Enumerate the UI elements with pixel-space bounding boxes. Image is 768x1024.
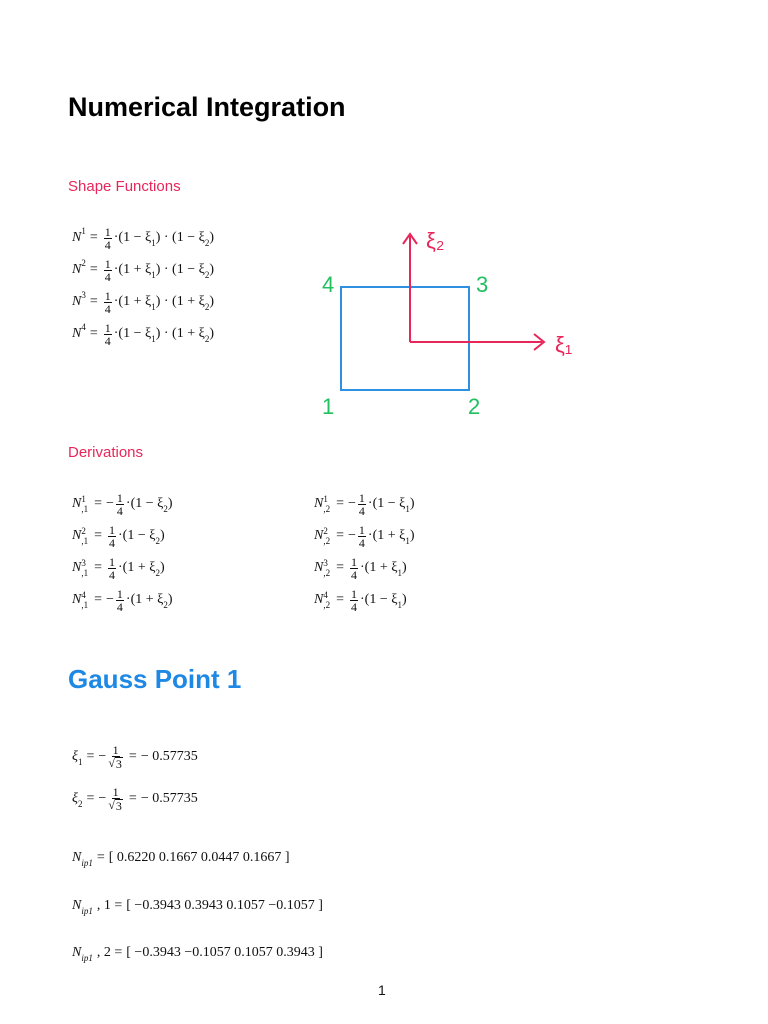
subscript: ,2 xyxy=(323,568,331,578)
fraction-denominator: 4 xyxy=(109,567,115,582)
factor: ) · (1 − ξ xyxy=(155,262,205,277)
derivation-row xyxy=(72,488,173,520)
superscript-subscript xyxy=(323,494,330,514)
shape-function-row xyxy=(72,222,214,254)
fraction-numerator: 1 xyxy=(109,522,115,537)
subscript: 1 xyxy=(397,600,402,610)
factor: (1 − ξ xyxy=(118,230,152,245)
fraction-quarter xyxy=(358,524,366,549)
factor: ) xyxy=(159,528,165,543)
superscript: 3 xyxy=(81,290,86,300)
equals-sign: = xyxy=(94,528,102,543)
section-heading-shape-functions: Shape Functions xyxy=(68,178,181,195)
derivation-row xyxy=(314,520,415,552)
shape-function-symbol: N xyxy=(72,294,82,309)
subscript: 2 xyxy=(204,270,210,280)
equals-sign: = xyxy=(94,592,102,607)
dot: · xyxy=(118,528,123,543)
derivation-row xyxy=(314,552,415,584)
factor: (1 + ξ xyxy=(118,294,152,309)
node-2-label: 2 xyxy=(468,394,481,419)
dot: · xyxy=(360,592,365,607)
equals-sign: = xyxy=(89,230,98,245)
dot: · xyxy=(113,326,119,341)
fraction-numerator: 1 xyxy=(104,224,111,239)
factor: ) xyxy=(209,230,215,245)
derivations-right xyxy=(314,488,415,616)
xi1-label: ξ₁ xyxy=(555,332,573,357)
fraction-quarter xyxy=(104,226,112,251)
fraction-quarter xyxy=(104,322,112,347)
dot: · xyxy=(367,528,373,543)
factor: ) xyxy=(409,528,415,543)
subscript: ,1 xyxy=(81,504,89,514)
derivative-symbol: N xyxy=(72,496,82,511)
derivative-symbol: N xyxy=(314,496,324,511)
superscript: 2 xyxy=(81,258,86,268)
n-ip1-deriv2-equation: N ip1 , 2 = [ −0.3943 −0.1057 0.1057 0.3943 ] xyxy=(72,945,323,963)
subscript: 1 xyxy=(151,238,156,248)
equals-sign: = xyxy=(94,560,102,575)
dot: · xyxy=(125,592,131,607)
factor: (1 − ξ xyxy=(122,528,156,543)
element-diagram xyxy=(300,220,600,430)
derivative-symbol: N xyxy=(314,592,324,607)
subscript: ,2 xyxy=(323,600,331,610)
fraction-denominator: 4 xyxy=(104,237,111,252)
derivation-row xyxy=(72,584,173,616)
subscript: 2 xyxy=(204,334,210,344)
fraction-quarter xyxy=(108,556,116,581)
shape-function-symbol: N xyxy=(72,262,82,277)
shape-function-row xyxy=(72,254,214,286)
subscript: 1 xyxy=(151,270,156,280)
subscript: 2 xyxy=(163,600,168,610)
shape-function-row xyxy=(72,318,214,350)
fraction-denominator: 4 xyxy=(358,503,365,518)
fraction-quarter xyxy=(358,492,366,517)
fraction-quarter xyxy=(104,290,112,315)
fraction-denominator: 4 xyxy=(116,503,123,518)
factor: ) xyxy=(401,592,407,607)
superscript: 1 xyxy=(323,494,328,504)
factor: ) xyxy=(401,560,407,575)
superscript: 1 xyxy=(81,494,86,504)
superscript-subscript xyxy=(81,526,88,546)
equals-sign: = xyxy=(336,496,344,511)
factor: (1 + ξ xyxy=(122,560,156,575)
superscript: 4 xyxy=(323,590,328,600)
superscript-subscript xyxy=(323,558,330,578)
factor: ) · (1 − ξ xyxy=(155,230,205,245)
superscript-subscript xyxy=(323,590,330,610)
superscript: 3 xyxy=(323,558,328,568)
fraction-denominator: 4 xyxy=(104,269,111,284)
superscript: 4 xyxy=(81,322,86,332)
factor: (1 + ξ xyxy=(118,262,152,277)
equals-sign: = xyxy=(94,496,102,511)
superscript: 2 xyxy=(323,526,328,536)
fraction-denominator: 4 xyxy=(116,599,123,614)
factor: (1 − ξ xyxy=(364,592,398,607)
derivative-symbol: N xyxy=(314,560,324,575)
dot: · xyxy=(113,230,119,245)
derivations-left xyxy=(72,488,173,616)
fraction-numerator: 1 xyxy=(358,490,365,505)
factor: ) xyxy=(209,294,215,309)
derivation-row xyxy=(314,584,415,616)
factor: (1 − ξ xyxy=(130,496,164,511)
factor: ) · (1 + ξ xyxy=(155,294,205,309)
section-heading-derivations: Derivations xyxy=(68,444,144,461)
fraction-denominator: 4 xyxy=(358,535,365,550)
subscript: 1 xyxy=(151,302,156,312)
minus-sign: − xyxy=(106,592,114,607)
fraction-numerator: 1 xyxy=(116,490,123,505)
superscript: 3 xyxy=(81,558,86,568)
fraction-denominator: 4 xyxy=(104,301,111,316)
superscript-subscript xyxy=(323,526,330,546)
fraction-denominator: 4 xyxy=(109,535,115,550)
fraction-denominator: 4 xyxy=(351,599,357,614)
superscript-subscript xyxy=(81,590,88,610)
minus-sign: − xyxy=(106,496,114,511)
subscript: 2 xyxy=(163,504,168,514)
fraction-quarter xyxy=(116,588,124,613)
factor: (1 + ξ xyxy=(372,528,406,543)
factor: (1 + ξ xyxy=(364,560,398,575)
subscript: 2 xyxy=(155,568,160,578)
gauss-point-title: Gauss Point 1 xyxy=(68,664,242,694)
xi2-fraction: 1 √ 3 xyxy=(108,785,122,813)
factor: ) xyxy=(409,496,415,511)
superscript: 1 xyxy=(81,226,86,236)
xi2-label: ξ₂ xyxy=(426,228,445,253)
factor: (1 − ξ xyxy=(118,326,152,341)
factor: ) · (1 + ξ xyxy=(155,326,205,341)
shape-function-symbol: N xyxy=(72,326,82,341)
fraction-numerator: 1 xyxy=(116,586,123,601)
page-number: 1 xyxy=(378,982,386,998)
superscript: 4 xyxy=(81,590,86,600)
fraction-quarter xyxy=(350,556,358,581)
fraction-numerator: 1 xyxy=(104,320,111,335)
superscript-subscript xyxy=(81,494,88,514)
derivative-symbol: N xyxy=(72,528,82,543)
derivative-symbol: N xyxy=(72,560,82,575)
equals-sign: = xyxy=(89,294,98,309)
xi1-fraction: 1 √ 3 xyxy=(108,743,122,771)
node-3-label: 3 xyxy=(476,272,489,297)
n-ip1-equation: N ip1 = [ 0.6220 0.1667 0.0447 0.1667 ] xyxy=(72,850,290,868)
subscript: ,1 xyxy=(81,600,89,610)
subscript: 1 xyxy=(397,568,402,578)
fraction-numerator: 1 xyxy=(351,554,357,569)
equals-sign: = xyxy=(336,528,344,543)
subscript: 2 xyxy=(204,302,210,312)
superscript: 2 xyxy=(81,526,86,536)
dot: · xyxy=(113,294,119,309)
dot: · xyxy=(360,560,365,575)
subscript: 1 xyxy=(405,536,410,546)
node-1-label: 1 xyxy=(322,394,335,419)
element-square xyxy=(341,287,469,390)
shape-function-symbol: N xyxy=(72,230,82,245)
dot: · xyxy=(113,262,119,277)
subscript: ,1 xyxy=(81,536,89,546)
derivation-row xyxy=(72,520,173,552)
equals-sign: = xyxy=(89,326,98,341)
derivation-row xyxy=(72,552,173,584)
fraction-numerator: 1 xyxy=(109,554,115,569)
derivation-row xyxy=(314,488,415,520)
shape-function-row xyxy=(72,286,214,318)
subscript: ,2 xyxy=(323,536,331,546)
factor: (1 − ξ xyxy=(372,496,406,511)
derivative-symbol: N xyxy=(314,528,324,543)
factor: ) xyxy=(167,592,173,607)
minus-sign: − xyxy=(348,528,356,543)
subscript: 1 xyxy=(151,334,156,344)
fraction-numerator: 1 xyxy=(351,586,357,601)
dot: · xyxy=(367,496,373,511)
xi2-equation: ξ 2 = − 1 √ 3 = − 0.57735 xyxy=(72,785,198,813)
fraction-numerator: 1 xyxy=(358,522,365,537)
equals-sign: = xyxy=(336,592,344,607)
subscript: 2 xyxy=(155,536,160,546)
fraction-numerator: 1 xyxy=(104,288,111,303)
superscript-subscript xyxy=(81,558,88,578)
minus-sign: − xyxy=(348,496,356,511)
factor: ) xyxy=(167,496,173,511)
page-title: Numerical Integration xyxy=(68,92,346,122)
fraction-quarter xyxy=(104,258,112,283)
factor: ) xyxy=(159,560,165,575)
subscript: ,2 xyxy=(323,504,331,514)
fraction-quarter xyxy=(350,588,358,613)
fraction-denominator: 4 xyxy=(104,333,111,348)
fraction-numerator: 1 xyxy=(104,256,111,271)
dot: · xyxy=(118,560,123,575)
subscript: ,1 xyxy=(81,568,89,578)
factor: ) xyxy=(209,326,215,341)
equals-sign: = xyxy=(336,560,344,575)
fraction-quarter xyxy=(108,524,116,549)
shape-function-list xyxy=(72,222,214,350)
factor: ) xyxy=(209,262,215,277)
subscript: 2 xyxy=(204,238,210,248)
xi1-equation: ξ 1 = − 1 √ 3 = − 0.57735 xyxy=(72,743,198,771)
equals-sign: = xyxy=(89,262,98,277)
subscript: 1 xyxy=(405,504,410,514)
node-4-label: 4 xyxy=(322,272,335,297)
derivative-symbol: N xyxy=(72,592,82,607)
factor: (1 + ξ xyxy=(130,592,164,607)
fraction-quarter xyxy=(116,492,124,517)
n-ip1-deriv1-equation: N ip1 , 1 = [ −0.3943 0.3943 0.1057 −0.1057 ] xyxy=(72,898,323,916)
dot: · xyxy=(125,496,131,511)
fraction-denominator: 4 xyxy=(351,567,357,582)
